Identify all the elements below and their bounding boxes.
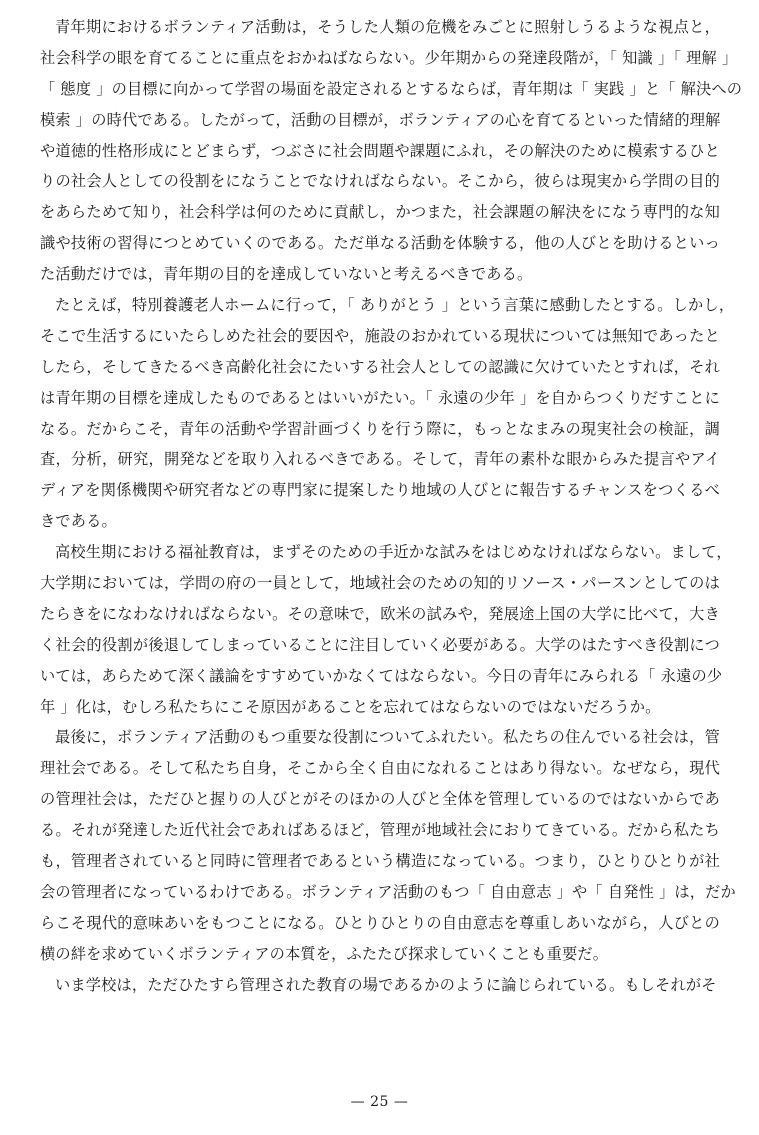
text-line: 大学期においては，学問の府の一員として，地域社会のための知的リソース・パースンとしてのは xyxy=(40,574,720,593)
text-line: 横の絆を求めていくボランティアの本質を，ふたたび探求していくことも重要だ。 xyxy=(40,944,609,963)
text-line: 「 態度 」の目標に向かって学習の場面を設定されるとするならば，青年期は「 実践 」と「 解決への xyxy=(40,79,743,98)
text-line: る。それが発達した近代社会であればあるほど，管理が地域社会におりてきている。だから私たち xyxy=(40,821,720,840)
text-line: らこそ現代的意味あいをもつことになる。ひとりひとりの自由意志を尊重しあいながら，人びとの xyxy=(40,913,720,932)
text-line: なる。だからこそ，青年の活動や学習計画づくりを行う際に，もっとなまみの現実社会の検証，調 xyxy=(40,419,720,438)
text-line: ディアを関係機関や研究者などの専門家に提案したり地域の人びとに報告するチャンスをつくるべ xyxy=(40,481,720,500)
text-line: たとえば，特別養護老人ホームに行って，「 ありがとう 」という言葉に感動したとする。しかし， xyxy=(55,296,735,315)
text-line: 高校生期における福祉教育は，まずそのための手近かな試みをはじめなければならない。まして， xyxy=(55,543,732,562)
page-number: — 25 — xyxy=(350,1094,409,1110)
text-line: く社会的役割が後退してしまっていることに注目していく必要がある。大学のはたすべき役割につ xyxy=(40,635,720,654)
text-line: 会の管理者になっているわけである。ボランティア活動のもつ「 自由意志 」や「 自発性 」は，だか xyxy=(40,882,736,901)
paragraph xyxy=(40,290,735,537)
text-line: したら，そしてきたるべき高齢化社会にたいする社会人としての認識に欠けていたとすれば，それ xyxy=(40,357,720,376)
text-line: いては，あらためて深く議論をすすめていかなくてはならない。今日の青年にみられる「 永遠の少 xyxy=(40,666,723,685)
text-line: た活動だけでは，青年期の目的を達成していないと考えるべきである。 xyxy=(40,265,533,284)
text-line: の管理社会は，ただひと握りの人びとがそのほかの人びと全体を管理しているのではないからであ xyxy=(40,790,720,809)
paragraph xyxy=(40,537,732,722)
text-line: 模索 」の時代である。したがって，活動の目標が，ボランティアの心を育てるといった情緒的理解 xyxy=(40,110,721,129)
text-line: や道徳的性格形成にとどまらず，つぶさに社会問題や課題にふれ，その解決のために模索するひと xyxy=(40,141,720,160)
paragraph xyxy=(40,12,743,290)
text-line: りの社会人としての役割をになうことでなければならない。そこから，彼らは現実から学問の目的 xyxy=(40,172,720,191)
text-line: 査，分析，研究，開発などを取り入れるべきである。そして，青年の素朴な眼からみた提言やアイ xyxy=(40,450,720,469)
text-line: 社会科学の眼を育てることに重点をおかねばならない。少年期からの発達段階が，「 知識 」「 理解 」 xyxy=(40,48,738,67)
text-line: そこで生活するにいたらしめた社会的要因や，施設のおかれている現状については無知であったと xyxy=(40,326,720,345)
text-line: 最後に，ボランティア活動のもつ重要な役割についてふれたい。私たちの住んでいる社会は，管 xyxy=(55,728,720,747)
paragraph xyxy=(40,722,736,969)
text-line: も，管理者されていると同時に管理者であるという構造になっている。つまり，ひとりひとりが社 xyxy=(40,852,720,871)
text-line: は青年期の目標を達成したものであるとはいいがたい。「 永遠の少年 」を自からつくりだすことに xyxy=(40,388,720,407)
text-line: いま学校は，ただひたすら管理された教育の場であるかのように論じられている。もしそれがそ xyxy=(55,975,717,994)
paragraph xyxy=(40,970,720,1001)
text-line: 理社会である。そして私たち自身，そこから全く自由になれることはあり得ない。なぜなら，現代 xyxy=(40,759,720,778)
text-line: 青年期におけるボランティア活動は，そうした人類の危機をみごとに照射しうるような視点と， xyxy=(55,18,720,36)
text-line: たらきをになわなければならない。その意味で，欧米の試みや，発展途上国の大学に比べて，大き xyxy=(40,604,720,623)
text-line: きである。 xyxy=(40,512,117,531)
body-text xyxy=(40,12,743,1001)
text-line: 年 」化は，むしろ私たちにこそ原因があることを忘れてはならないのではないだろうか。 xyxy=(40,697,661,716)
text-line: 識や技術の習得につとめていくのである。ただ単なる活動を体験する，他の人びとを助けるといっ xyxy=(40,234,720,253)
text-line: をあらためて知り，社会科学は何のために貢献し，かつまた，社会課題の解決をになう専門的な知 xyxy=(40,203,720,222)
